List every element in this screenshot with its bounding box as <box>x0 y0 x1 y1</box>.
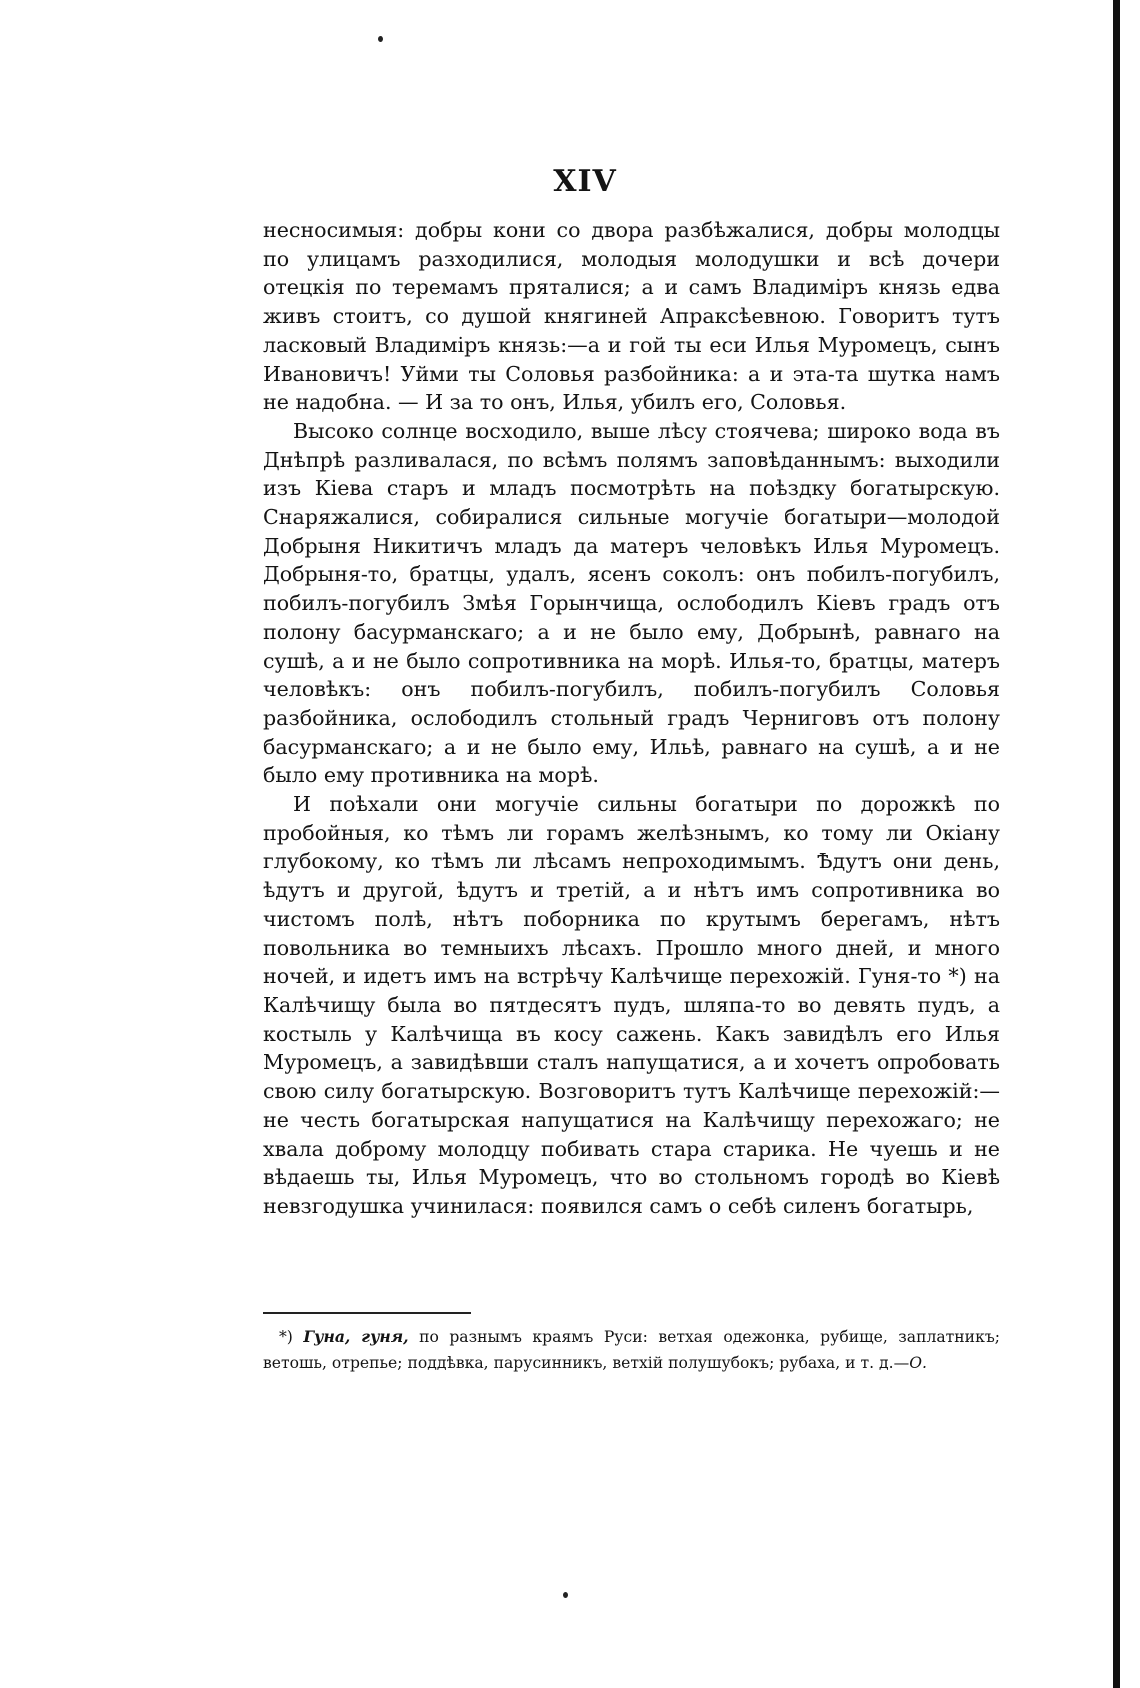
paragraph-sun-rising: Высоко солнце восходило, выше лѣсу стоячева; широко вода въ Днѣпрѣ разливалася, по всѣмъ полямъ заповѣданнымъ: выходили изъ Кіева старъ и младъ посмотрѣть на поѣздку богатырскую. Снаряжалися, собиралися сильные могучіе богатыри—молодой Добрыня Никитичъ младъ да матеръ человѣкъ Илья Муромецъ. Добрыня-то, братцы, удалъ, ясенъ соколъ: онъ побилъ-погубилъ, побилъ-погубилъ Змѣя Горынчища, ослободилъ Кіевъ градъ отъ полону басурманскаго; а и не было ему, Добрынѣ, равнаго на сушѣ, а и не было сопротивника на морѣ. Илья-то, братцы, матеръ человѣкъ: онъ побилъ-погубилъ, побилъ-погубилъ Соловья разбойника, ослободилъ стольный градъ Черниговъ отъ полону басурманскаго; а и не было ему, Ильѣ, равнаго на сушѣ, а и не было ему противника на морѣ. <box>263 418 1000 788</box>
page-edge-shadow <box>1113 0 1120 1688</box>
footnote-signature: О. <box>909 1354 927 1372</box>
body-text <box>263 216 1000 1221</box>
speck-mark <box>378 36 383 42</box>
page-number: XIV <box>553 164 617 199</box>
speck-mark <box>563 1592 568 1598</box>
paragraph-journey: И поѣхали они могучіе сильны богатыри по дорожкѣ по пробойныя, ко тѣмъ ли горамъ желѣзнымъ, ко тому ли Окіану глубокому, ко тѣмъ ли лѣсамъ непроходимымъ. Ѣдутъ они день, ѣдутъ и другой, ѣдутъ и третій, а и нѣтъ имъ сопротивника во чистомъ полѣ, нѣтъ поборника по крутымъ берегамъ, нѣтъ повольника во темныихъ лѣсахъ. Прошло много дней, и много ночей, и идетъ имъ на встрѣчу Калѣчище перехожій. Гуня-то *) на Калѣчищу была во пятдесятъ пудъ, шляпа-то во девять пудъ, а костыль у Калѣчища въ косу сажень. Какъ завидѣлъ его Илья Муромецъ, а завидѣвши сталъ напущатися, а и хочетъ опробовать свою силу богатырскую. Возговоритъ тутъ Калѣчище перехожій:—не честь богатырская напущатися на Калѣчищу перехожаго; не хвала доброму молодцу побивать стара старика. Не чуешь и не вѣдаешь ты, Илья Муромецъ, что во стольномъ городѣ во Кіевѣ невзгодушка учинилася: появился самъ о себѣ силенъ богатырь, <box>263 792 1000 1218</box>
footnote-term: Гуна, гуня, <box>303 1327 409 1346</box>
footnote-separator <box>263 1312 471 1314</box>
paragraph-continuation: несносимыя: добры кони со двора разбѣжалися, добры молодцы по улицамъ разходилися, молодыя молодушки и всѣ дочери отецкія по теремамъ пряталися; а и самъ Владиміръ князь едва живъ стоитъ, со душой княгиней Апраксѣевною. Говоритъ тутъ ласковый Владиміръ князь:—а и гой ты еси Илья Муромецъ, сынъ Ивановичъ! Уйми ты Соловья разбойника: а и эта-та шутка намъ не надобна. — И за то онъ, Илья, убилъ его, Соловья. <box>263 218 1000 415</box>
footnote <box>263 1324 1000 1376</box>
footnote-marker: *) <box>279 1328 293 1346</box>
footnote-text: по разнымъ краямъ Руси: ветхая одежонка, рубище, заплатникъ; ветошь, отрепье; поддѣвка, парусинникъ, ветхій полушубокъ; рубаха, и т. д.— <box>263 1328 1000 1372</box>
